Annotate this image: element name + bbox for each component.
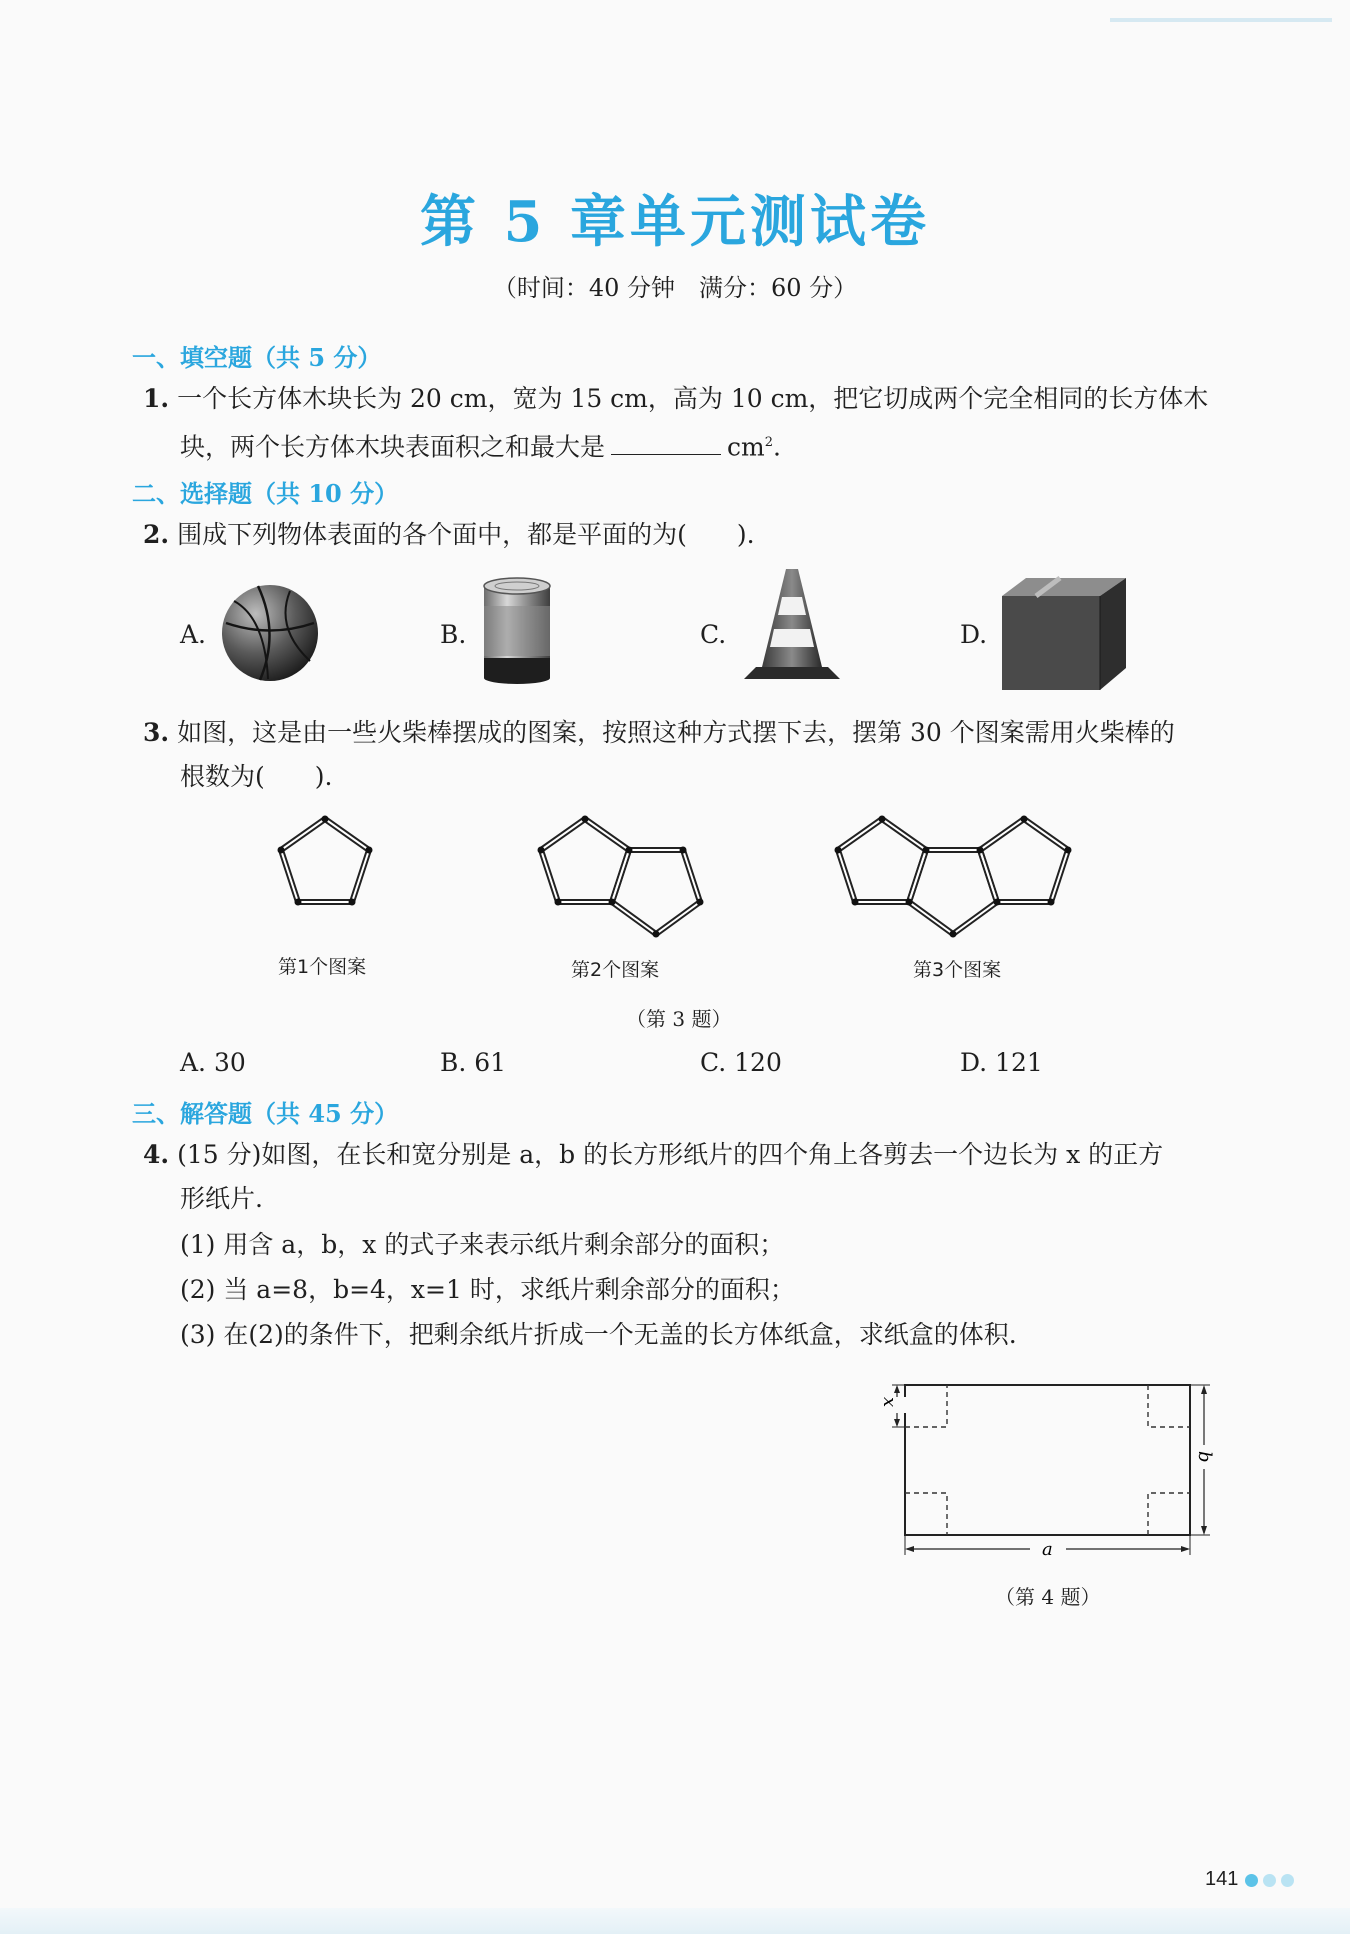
section-heading-fill-blank: 一、填空题（共 5 分） [132, 343, 382, 372]
q1-end: . [773, 432, 781, 462]
page-dot-3 [1281, 1874, 1294, 1887]
q4-subquestion-2: (2) 当 a=8，b=4，x=1 时，求纸片剩余部分的面积； [180, 1275, 795, 1304]
matchstick-pattern-2 [530, 815, 720, 935]
traffic-cone-image [742, 567, 842, 692]
q3-option-a[interactable]: A. 30 [180, 1048, 246, 1077]
page-number: 141 [1205, 1868, 1239, 1890]
q4-figure-caption: （第 4 题） [995, 1585, 1101, 1609]
bottom-band [0, 1908, 1350, 1934]
cardboard-box-image [1000, 576, 1130, 694]
matchstick-pattern-3 [827, 815, 1097, 940]
q4-number: 4. [143, 1140, 170, 1169]
q4-line2: 形纸片. [180, 1184, 263, 1213]
pattern-1-caption: 第1个图案 [278, 956, 367, 978]
q1-number: 1. [143, 384, 170, 413]
q3-line2: 根数为( ). [180, 762, 333, 791]
q3-option-b[interactable]: B. 61 [440, 1048, 507, 1077]
q1-line1 [143, 384, 1208, 414]
page-dot-1 [1245, 1874, 1258, 1887]
q3-text-line1: 如图，这是由一些火柴棒摆成的图案，按照这种方式摆下去，摆第 30 个图案需用火柴棒的 [177, 718, 1175, 747]
q3-line1 [143, 718, 1175, 748]
q4-subquestion-3: (3) 在(2)的条件下，把剩余纸片折成一个无盖的长方体纸盒，求纸盒的体积. [180, 1320, 1017, 1349]
q4-rectangle-diagram [880, 1375, 1220, 1560]
q3-option-c[interactable]: C. 120 [700, 1048, 782, 1077]
q1-unit: cm [727, 432, 765, 462]
q2-option-b-label[interactable]: B. [440, 620, 467, 649]
q4-label-b: b [1194, 1451, 1215, 1463]
q1-unit-sup: 2 [764, 435, 774, 450]
q2-option-a-label[interactable]: A. [180, 620, 207, 649]
q2-option-c-label[interactable]: C. [700, 620, 727, 649]
pattern-3-caption: 第3个图案 [913, 959, 1002, 981]
q2-number: 2. [143, 520, 170, 549]
q4-subquestion-1: (1) 用含 a，b，x 的式子来表示纸片剩余部分的面积； [180, 1230, 785, 1259]
q1-text-line1: 一个长方体木块长为 20 cm，宽为 15 cm，高为 10 cm，把它切成两个完全相同的长方体木 [177, 384, 1209, 413]
q1-line2 [180, 428, 781, 462]
section-heading-choice: 二、选择题（共 10 分） [132, 479, 399, 508]
q1-text-line2: 块，两个长方体木块表面积之和最大是 [180, 432, 606, 462]
q2-option-d-label[interactable]: D. [960, 620, 988, 649]
matchstick-pattern-1 [270, 815, 380, 915]
top-rule [1110, 18, 1332, 22]
page-subtitle: （时间：40 分钟 满分：60 分） [492, 274, 858, 302]
q3-figure-caption: （第 3 题） [626, 1007, 732, 1031]
q4-label-a: a [1042, 1539, 1053, 1560]
section-heading-solve: 三、解答题（共 45 分） [132, 1099, 399, 1128]
basketball-image [220, 583, 320, 683]
q4-line1 [143, 1140, 1163, 1170]
q3-option-d[interactable]: D. 121 [960, 1048, 1043, 1077]
q1-answer-blank[interactable] [611, 434, 721, 455]
q4-text-line1: (15 分)如图，在长和宽分别是 a，b 的长方形纸片的四个角上各剪去一个边长为 x 的正方 [177, 1140, 1164, 1169]
q2-line [143, 520, 755, 550]
q3-number: 3. [143, 718, 170, 747]
page-title: 第 5 章单元测试卷 [420, 189, 930, 255]
q4-label-x: x [879, 1397, 900, 1408]
q2-text: 围成下列物体表面的各个面中，都是平面的为( ). [177, 520, 755, 549]
pattern-2-caption: 第2个图案 [571, 959, 660, 981]
page-dot-2 [1263, 1874, 1276, 1887]
cylinder-can-image [482, 576, 552, 686]
